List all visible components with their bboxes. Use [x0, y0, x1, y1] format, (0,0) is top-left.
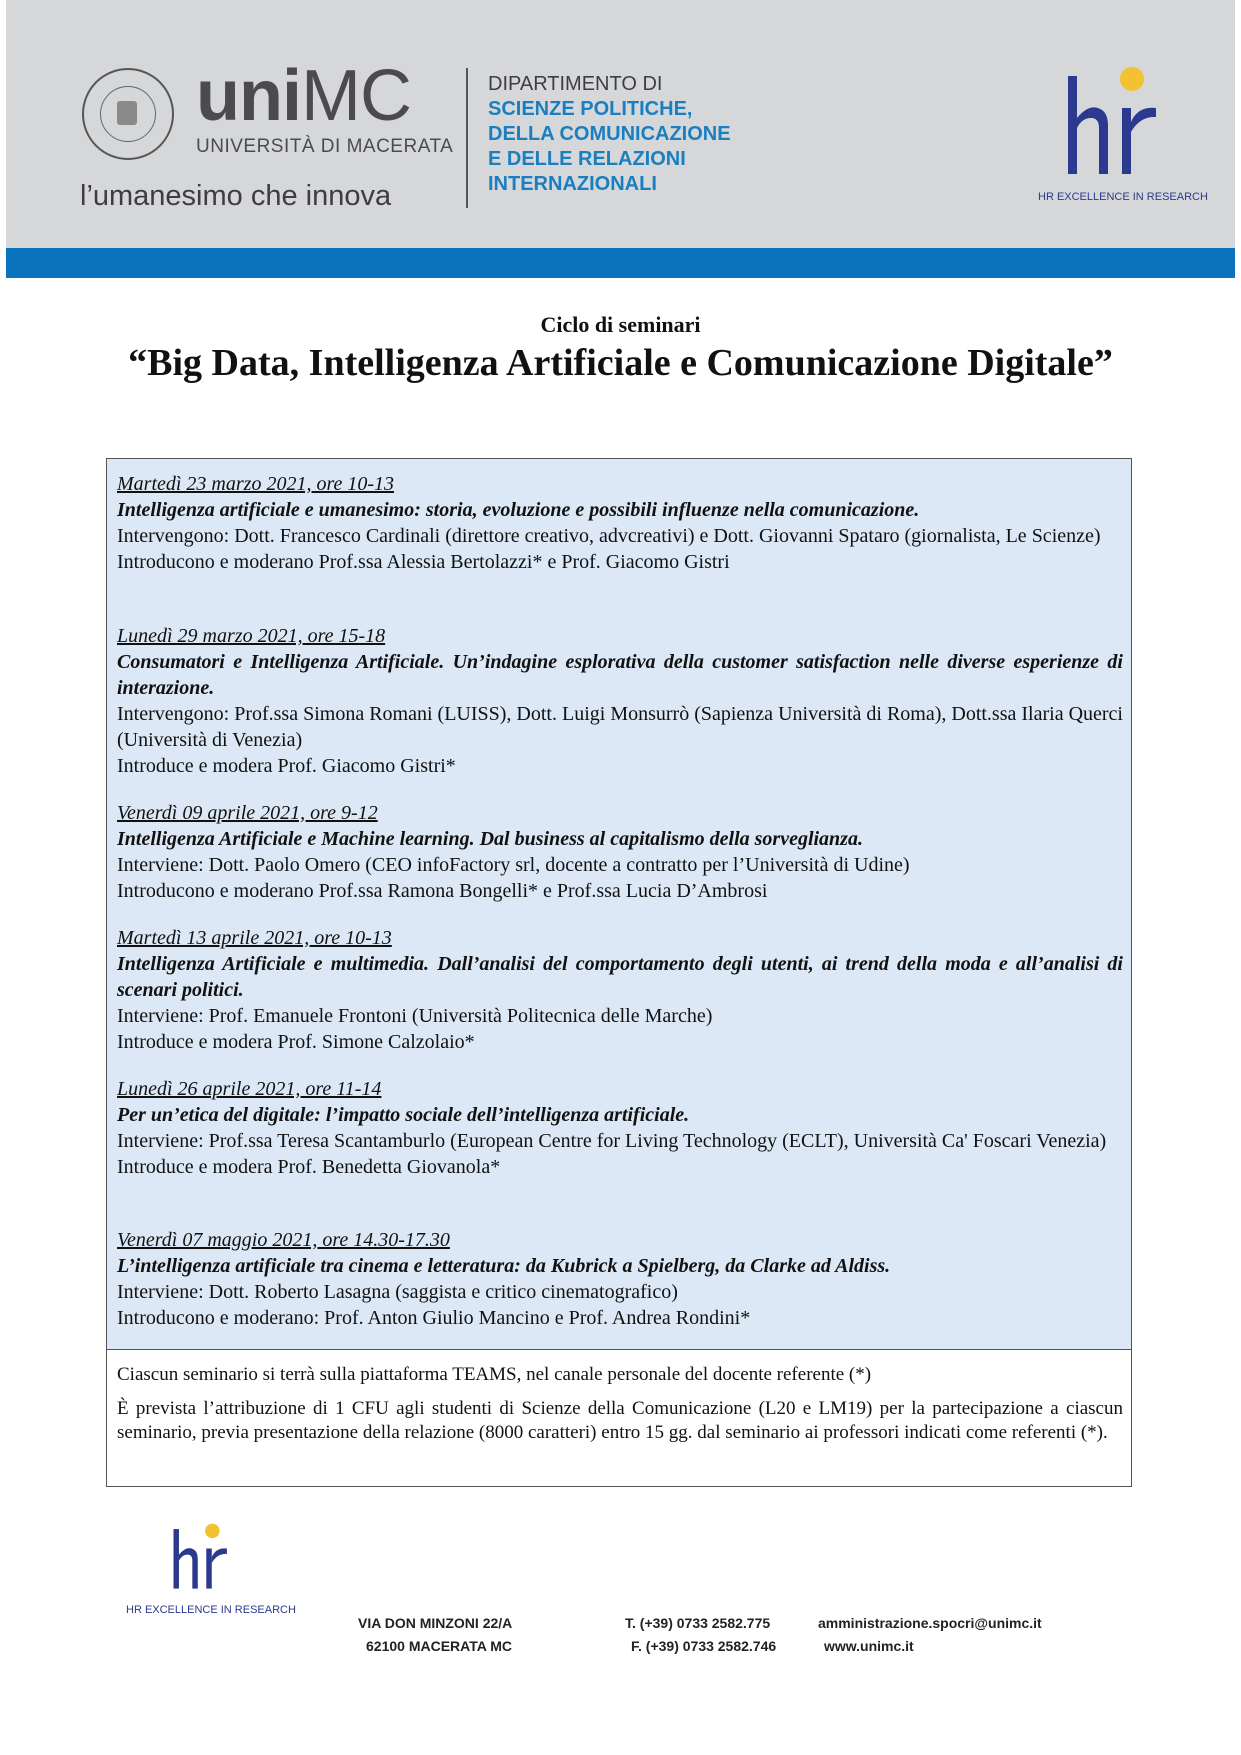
hr-caption: HR EXCELLENCE IN RESEARCH [1038, 191, 1208, 203]
teams-note: Ciascun seminario si terrà sulla piattaforma TEAMS, nel canale personale del docente referente (*) [117, 1364, 872, 1385]
seminar-title: L’intelligenza artificiale tra cinema e letteratura: da Kubrick a Spielberg, da Clarke ad Aldiss. [117, 1255, 891, 1277]
seminar-title: Intelligenza Artificiale e multimedia. Dall’analisi del comportamento degli utenti, ai trend della moda e all’analisi di scenari politici. [117, 953, 1123, 1001]
seminar-item [117, 623, 1123, 779]
seminar-speakers: Intervengono: Prof.ssa Simona Romani (LUISS), Dott. Luigi Monsurrò (Sapienza Università di Roma), Dott.ssa Ilaria Querci (Università di Venezia) [117, 703, 1123, 751]
seminar-moderators: Introduce e modera Prof. Simone Calzolaio* [117, 1031, 475, 1053]
department-name: DIPARTIMENTO DI SCIENZE POLITICHE, DELLA COMUNICAZIONE E DELLE RELAZIONI INTERNAZIONALI [488, 73, 731, 195]
seminar-date: Lunedì 26 aprile 2021, ore 11-14 [117, 1078, 382, 1100]
seminar-moderators: Introduce e modera Prof. Benedetta Giovanola* [117, 1156, 501, 1178]
seminar-item [117, 800, 1123, 904]
footer-email[interactable]: amministrazione.spocri@unimc.it [818, 1615, 1042, 1631]
seminar-moderators: Introducono e moderano Prof.ssa Alessia Bertolazzi* e Prof. Giacomo Gistri [117, 551, 730, 573]
footer-contacts [818, 1612, 1042, 1658]
seminar-speakers: Interviene: Dott. Paolo Omero (CEO infoFactory srl, docente a contratto per l’Università di Udine) [117, 854, 910, 876]
seminar-moderators: Introducono e moderano Prof.ssa Ramona Bongelli* e Prof.ssa Lucia D’Ambrosi [117, 880, 768, 902]
footer-phone: T. (+39) 0733 2582.775 F. (+39) 0733 2582.746 [625, 1615, 777, 1654]
cfu-note: È prevista l’attribuzione di 1 CFU agli studenti di Scienze della Comunicazione (L20 e LM19) per la partecipazione a ciascun seminario, previa presentazione della relazione (8000 caratteri) entro 15 gg. dal seminario ai professori indicati come referenti (*). [117, 1398, 1123, 1443]
seminar-date: Venerdì 07 maggio 2021, ore 14.30-17.30 [117, 1229, 450, 1251]
seminar-speakers: Interviene: Dott. Roberto Lasagna (saggista e critico cinematografico) [117, 1281, 678, 1303]
seminar-item [117, 925, 1123, 1055]
series-label: Ciclo di seminari [540, 312, 701, 337]
seminar-speakers: Interviene: Prof.ssa Teresa Scantamburlo (European Centre for Living Technology (ECLT), Università Ca' Foscari Venezia) [117, 1130, 1107, 1152]
university-name: UNIVERSITÀ DI MACERATA [196, 136, 454, 157]
header-accent-bar [6, 248, 1235, 278]
footer-hr-caption: HR EXCELLENCE IN RESEARCH [126, 1604, 296, 1616]
footer-website[interactable]: www.unimc.it [824, 1638, 914, 1654]
seminar-title: Per un’etica del digitale: l’impatto sociale dell’intelligenza artificiale. [117, 1104, 690, 1126]
seminar-date: Lunedì 29 marzo 2021, ore 15-18 [117, 625, 386, 647]
unimc-logo: uniMC [196, 56, 411, 136]
seminar-speakers: Interviene: Prof. Emanuele Frontoni (Università Politecnica delle Marche) [117, 1005, 713, 1027]
university-seal-icon [82, 68, 174, 160]
seminar-date: Martedì 13 aprile 2021, ore 10-13 [117, 927, 392, 949]
seminar-speakers: Intervengono: Dott. Francesco Cardinali (direttore creativo, advcreativi) e Dott. Giovanni Spataro (giornalista, Le Scienze) [117, 525, 1101, 547]
footer-address: VIA DON MINZONI 22/A 62100 MACERATA MC [358, 1615, 513, 1654]
university-tagline: l’umanesimo che innova [80, 180, 392, 212]
hr-excellence-logo-icon [1060, 66, 1160, 178]
seminar-title: Intelligenza Artificiale e Machine learning. Dal business al capitalismo della sorveglianza. [117, 828, 863, 850]
seminar-item [117, 1076, 1123, 1180]
hr-excellence-footer-logo-icon [168, 1523, 230, 1591]
seminar-item [117, 1227, 1123, 1331]
seminar-title: Intelligenza artificiale e umanesimo: storia, evoluzione e possibili influenze nella comunicazione. [117, 499, 920, 521]
seminar-title: Consumatori e Intelligenza Artificiale. Un’indagine esplorativa della customer satisfaction nelle diverse esperienze di interazione. [117, 651, 1123, 699]
seminar-item [117, 471, 1123, 575]
seminar-date: Martedì 23 marzo 2021, ore 10-13 [117, 473, 395, 495]
header-divider [466, 68, 468, 208]
seminar-date: Venerdì 09 aprile 2021, ore 9-12 [117, 802, 378, 824]
seminar-moderators: Introduce e modera Prof. Giacomo Gistri* [117, 755, 456, 777]
page-title: “Big Data, Intelligenza Artificiale e Comunicazione Digitale” [128, 342, 1113, 384]
seminar-list-box [106, 458, 1132, 1350]
seminar-moderators: Introducono e moderano: Prof. Anton Giulio Mancino e Prof. Andrea Rondini* [117, 1307, 751, 1329]
